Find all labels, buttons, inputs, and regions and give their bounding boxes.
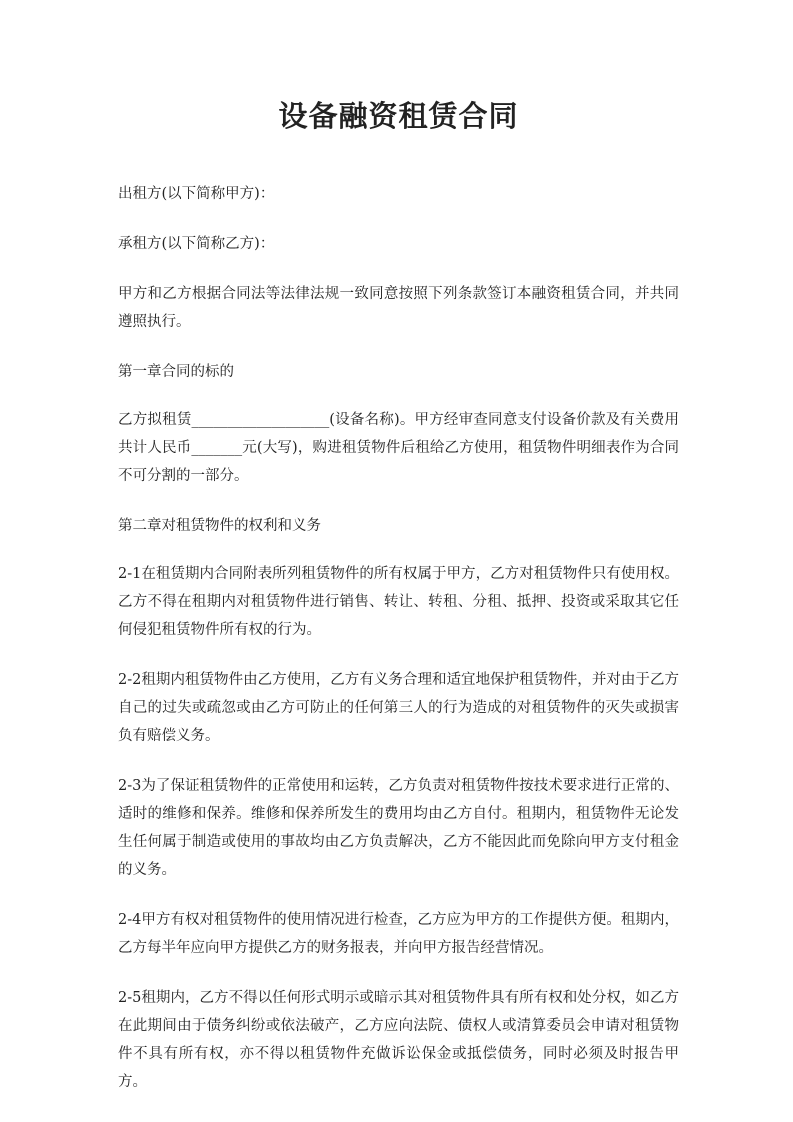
clause-2-3: 2-3为了保证租赁物件的正常使用和运转，乙方负责对租赁物件按技术要求进行正常的、适时的维修和保养。维修和保养所发生的费用均由乙方自付。租期内，租赁物件无论发生任何属于制造或使用的事故均由乙方负责解决，乙方不能因此而免除向甲方支付租金的义务。: [118, 778, 679, 878]
lessee-line: 承租方(以下简称乙方)：: [118, 236, 275, 252]
clause-2-4: 2-4甲方有权对租赁物件的使用情况进行检查，乙方应为甲方的工作提供方便。租期内，乙方每半年应向甲方提供乙方的财务报表，并向甲方报告经营情况。: [118, 912, 679, 956]
lessor-line: 出租方(以下简称甲方)：: [118, 186, 275, 202]
preamble-paragraph: 甲方和乙方根据合同法等法律法规一致同意按照下列条款签订本融资租赁合同，并共同遵照执行。: [118, 286, 679, 330]
document-title: 设备融资租赁合同: [278, 99, 519, 133]
clause-2-5: 2-5租期内，乙方不得以任何形式明示或暗示其对租赁物件具有所有权和处分权，如乙方在此期间由于债务纠纷或依法破产，乙方应向法院、债权人或清算委员会申请对租赁物件不具有所有权，亦不得以租赁物件充做诉讼保金或抵偿债务，同时必须及时报告甲方。: [118, 990, 679, 1090]
chapter-1-paragraph: 乙方拟租赁___________________(设备名称)。甲方经审查同意支付设备价款及有关费用共计人民币_______元(大写)，购进租赁物件后租给乙方使用，租赁物件明细表作为合同不可分割的一部分。: [118, 412, 679, 484]
chapter-1-heading: 第一章合同的标的: [118, 364, 234, 380]
clause-2-2: 2-2租期内租赁物件由乙方使用，乙方有义务合理和适宜地保护租赁物件，并对由于乙方自己的过失或疏忽或由乙方可防止的任何第三人的行为造成的对租赁物件的灭失或损害负有赔偿义务。: [118, 672, 679, 744]
clause-2-1: 2-1在租赁期内合同附表所列租赁物件的所有权属于甲方，乙方对租赁物件只有使用权。乙方不得在租期内对租赁物件进行销售、转让、转租、分租、抵押、投资或采取其它任何侵犯租赁物件所有权的行为。: [118, 566, 679, 638]
chapter-2-heading: 第二章对租赁物件的权利和义务: [118, 518, 321, 534]
